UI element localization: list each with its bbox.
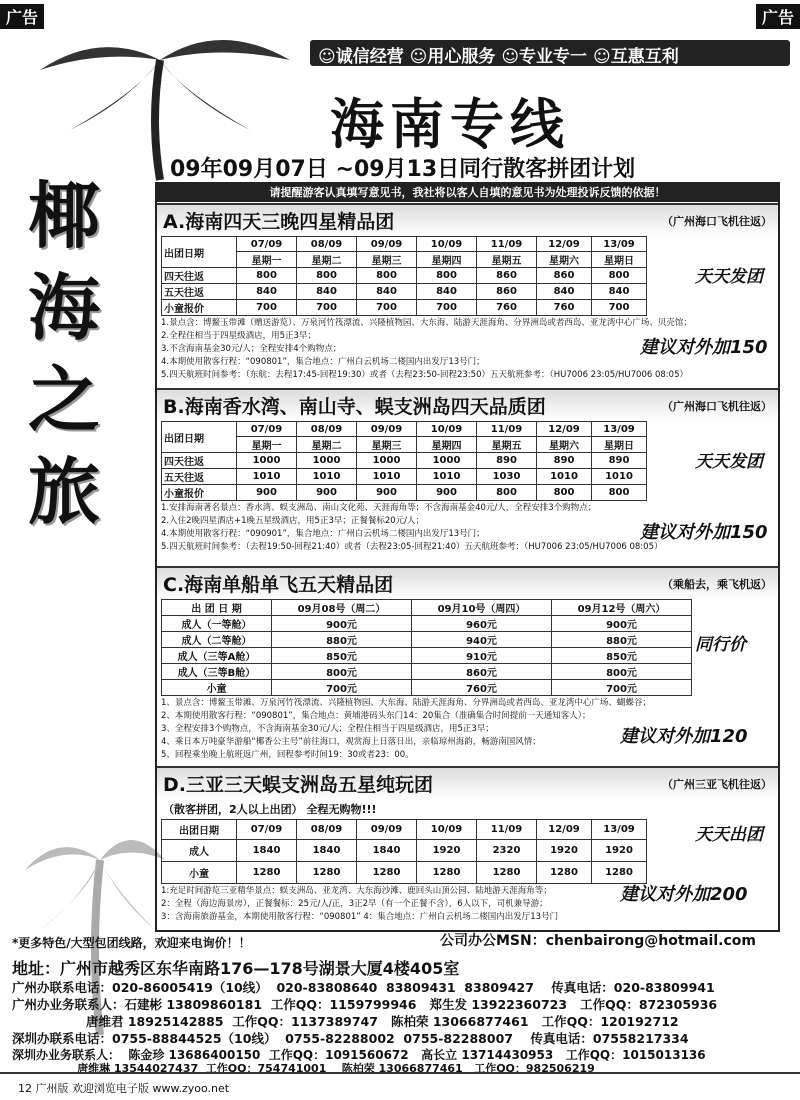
section-a-title: A.海南四天三晚四星精品团 (163, 211, 395, 233)
no-shopping-label: 全程无购物!!! (306, 803, 377, 816)
row-label: 四天往返 (162, 453, 237, 469)
table-row (162, 632, 692, 648)
price-cell: 840 (537, 284, 592, 300)
price-cell: 800元 (272, 664, 412, 680)
weekday-cell: 星期五 (477, 252, 537, 268)
price-cell: 940元 (412, 632, 552, 648)
table-row (162, 664, 692, 680)
header-cell: 出团日期 (162, 820, 237, 840)
price-cell: 900 (237, 485, 297, 501)
price-cell: 700 (237, 300, 297, 316)
table-header-row (162, 600, 692, 616)
note-line: 3：含海南旅游基金，本期使用散客行程：“090801” 4：集合地点：广州白云机场二楼国内出发厅13号门 (161, 912, 559, 922)
price-cell: 700元 (272, 680, 412, 696)
price-cell: 890 (537, 453, 592, 469)
note-line: 5.四天航班时间参考：（去程19:50-回程21:40）或者（去程23:05-回程21:40）五天航班参考：（HU7006 23:05/HU7006 08:05） (161, 542, 663, 552)
header-cell: 出团日期 (162, 422, 237, 453)
note-line: 2.全程住相当于四星级酒店，用5正3早； (161, 331, 316, 341)
headline: 海南专线 (330, 92, 570, 156)
note-line: 2.入住2晚四星酒店+1晚五星级酒店，用5正3早；正餐餐标20元/人； (161, 516, 425, 526)
price-cell: 1280 (477, 862, 537, 884)
date-range: 09年09月07日 ~09月13日同行散客拼团计划 (170, 157, 636, 182)
note-line: 3、全程安排3个购物点，不含海南基金30元/人；全程住相当于四星级酒店，用5正3早； (161, 724, 494, 734)
note-line: 4.本期使用散客行程：“090801”，集合地点：广州白云机场二楼国内出发厅13号门； (161, 357, 485, 367)
vertical-title (28, 170, 138, 538)
table-header-row (162, 237, 647, 252)
weekday-cell: 星期二 (297, 252, 357, 268)
price-cell: 860元 (412, 664, 552, 680)
table-row (162, 840, 647, 862)
smile-icon: ☺ (409, 47, 428, 66)
page-footer (0, 1072, 800, 1100)
header-cell: 09月12号（周六） (552, 600, 692, 616)
price-cell: 1010 (592, 469, 647, 485)
price-cell: 890 (592, 453, 647, 469)
section-b-stamp: 天天发团 (695, 452, 763, 472)
price-cell: 760元 (412, 680, 552, 696)
price-cell: 850元 (552, 648, 692, 664)
price-cell: 800 (477, 485, 537, 501)
header-cell: 出 团 日 期 (162, 600, 272, 616)
header-cell: 09月08号（周二） (272, 600, 412, 616)
table-row (162, 485, 647, 501)
row-label: 小童 (162, 862, 237, 884)
price-cell: 1840 (297, 840, 357, 862)
price-cell: 860 (537, 268, 592, 284)
price-cell: 1000 (297, 453, 357, 469)
table-row (162, 648, 692, 664)
note-line: 1、景点含：博鳌玉带滩、万泉河竹筏漂流、兴隆植物园、大东海、陆游天涯海角、分界洲岛或者西岛、亚龙湾中心广场、蝴蝶谷； (161, 698, 651, 708)
row-label: 四天往返 (162, 268, 237, 284)
price-cell: 1280 (357, 862, 417, 884)
msn-contact: 公司办公MSN：chenbairong@hotmail.com (440, 933, 756, 949)
note-line: 5.四天航班时间参考：（东航：去程17:45-回程19:30）或者（去程23:50-回程23:50）五天航班参考：（HU7006 23:05/HU7006 08:05） (161, 370, 688, 380)
note-line: 1.景点含：博鳌玉带滩（赠送游览）、万泉河竹筏漂流、兴隆植物园、大东海、陆游天涯海角、分界洲岛或者西岛、亚龙湾中心广场、贝壳馆； (161, 318, 692, 328)
weekday-cell: 星期三 (357, 437, 417, 453)
note-line: 4、乘日本万吨豪华游船“椰香公主号”前往海口，观赏海上日落日出，亲临琼州海韵，畅游南国风情； (161, 737, 541, 747)
note-line: 1.安排海南著名景点：香水湾、蜈支洲岛、南山文化苑、天涯海角等；不含海南基金40元/人，全程安排3个购物点； (161, 503, 597, 513)
table-row (162, 300, 647, 316)
note-line: 2、本期使用散客行程：“090801”，集合地点：黄埔港码头东门14：20集合（准确集合时间提前一天通知客人）； (161, 711, 591, 721)
section-d-table (161, 819, 647, 884)
row-label: 小童报价 (162, 300, 237, 316)
section-a-badge: 建议对外加150 (640, 337, 768, 358)
slogan-1: 诚信经营 (335, 47, 404, 66)
slogan-4: 互惠互利 (610, 47, 679, 66)
weekday-cell: 星期日 (592, 252, 647, 268)
header-cell: 12/09 (537, 237, 592, 252)
contact-line: 唐维君 18925142885 工作QQ：1137389747 陈柏荣 13066877461 工作QQ：120192712 (12, 1014, 679, 1029)
price-cell: 840 (237, 284, 297, 300)
price-cell: 800 (537, 485, 592, 501)
price-cell: 840 (297, 284, 357, 300)
row-label: 五天往返 (162, 469, 237, 485)
price-cell: 1010 (297, 469, 357, 485)
section-d-subtitle: （散客拼团，2人以上出团） (163, 803, 303, 816)
section-a-note: （广州海口飞机往返） (662, 214, 772, 228)
price-cell: 900元 (272, 616, 412, 632)
price-cell: 800 (592, 485, 647, 501)
section-b-badge: 建议对外加150 (640, 522, 768, 543)
price-cell: 910元 (412, 648, 552, 664)
header-cell: 08/09 (297, 237, 357, 252)
note-line: 4.本期使用散客行程：“090901”，集合地点：广州白云机场二楼国内出发厅13号门； (161, 529, 485, 539)
price-cell: 860 (477, 268, 537, 284)
vertical-char: 之 (28, 357, 101, 442)
price-cell: 1280 (537, 862, 592, 884)
price-cell: 900 (297, 485, 357, 501)
header-cell: 11/09 (477, 820, 537, 840)
table-row (162, 284, 647, 300)
row-label: 小童 (162, 680, 272, 696)
header-cell: 07/09 (237, 422, 297, 437)
note-line: 5、回程乘坐晚上航班返广州，回程参考时间19：30或者23：00。 (161, 750, 414, 760)
price-cell: 1840 (237, 840, 297, 862)
row-label: 成人（三等A舱） (162, 648, 272, 664)
weekday-cell: 星期三 (357, 252, 417, 268)
section-c-stamp: 同行价 (695, 635, 746, 655)
price-cell: 1920 (417, 840, 477, 862)
header-cell: 08/09 (297, 820, 357, 840)
ad-tag-left: 广告 (0, 4, 44, 29)
slogan-3: 专业专一 (519, 47, 588, 66)
row-label: 成人（二等舱） (162, 632, 272, 648)
note-line: 3.不含海南基金30元/人；全程安排4个购物点； (161, 344, 342, 354)
price-cell: 1000 (357, 453, 417, 469)
slogan-bar (310, 40, 790, 66)
price-cell: 1000 (237, 453, 297, 469)
weekday-cell: 星期日 (592, 437, 647, 453)
price-cell: 890 (477, 453, 537, 469)
vertical-char: 海 (28, 265, 101, 350)
note-line: 2：全程（海边海景房），正餐餐标：25元/人/正，3正2早（有一个正餐不含），6人以下，司机兼导游； (161, 899, 548, 909)
price-cell: 1000 (417, 453, 477, 469)
contact-line: 广州办联系电话：020-86005419（10线） 020-83808640 83809431 83809427 传真电话：020-83809941 (12, 980, 715, 995)
price-cell: 800元 (552, 664, 692, 680)
header-cell: 12/09 (537, 820, 592, 840)
section-c-title: C.海南单船单飞五天精品团 (163, 574, 394, 596)
weekday-cell: 星期四 (417, 437, 477, 453)
header-cell: 出团日期 (162, 237, 237, 268)
table-row (162, 268, 647, 284)
header-cell: 10/09 (417, 237, 477, 252)
header-cell: 08/09 (297, 422, 357, 437)
weekday-cell: 星期一 (237, 252, 297, 268)
price-cell: 1010 (357, 469, 417, 485)
price-cell: 840 (357, 284, 417, 300)
price-cell: 1030 (477, 469, 537, 485)
price-cell: 800 (417, 268, 477, 284)
header-cell: 12/09 (537, 422, 592, 437)
ad-tag-right: 广告 (756, 4, 800, 29)
section-a-table (161, 236, 647, 316)
price-cell: 700 (357, 300, 417, 316)
header-cell: 11/09 (477, 422, 537, 437)
price-cell: 700 (417, 300, 477, 316)
slogan-2: 用心服务 (427, 47, 496, 66)
price-cell: 960元 (412, 616, 552, 632)
weekday-cell: 星期五 (477, 437, 537, 453)
header-cell: 13/09 (592, 237, 647, 252)
section-d-title: D.三亚三天蜈支洲岛五星纯玩团 (163, 774, 433, 796)
price-cell: 1280 (237, 862, 297, 884)
header-cell: 09月10号（周四） (412, 600, 552, 616)
header-cell: 13/09 (592, 820, 647, 840)
header-cell: 07/09 (237, 237, 297, 252)
table-row (162, 453, 647, 469)
smile-icon: ☺ (501, 47, 520, 66)
address: 地址：广州市越秀区东华南路176—178号湖景大厦4楼405室 (12, 959, 460, 978)
notice-bar: 请提醒游客认真填写意见书，我社将以客人自填的意见书为处理投诉反馈的依据！ (157, 184, 778, 202)
section-d-stamp: 天天出团 (695, 825, 763, 845)
table-row (162, 616, 692, 632)
header-cell: 09/09 (357, 820, 417, 840)
section-b-note: （广州海口飞机往返） (662, 399, 772, 413)
price-cell: 1280 (297, 862, 357, 884)
price-cell: 700 (592, 300, 647, 316)
table-header-row (162, 422, 647, 437)
row-label: 小童报价 (162, 485, 237, 501)
table-row (162, 862, 647, 884)
price-cell: 760 (537, 300, 592, 316)
section-a-stamp: 天天发团 (695, 267, 763, 287)
price-cell: 1010 (417, 469, 477, 485)
edition-label: 广州版 (35, 1082, 69, 1095)
page-number: 12 (18, 1082, 32, 1095)
price-cell: 1280 (592, 862, 647, 884)
more-info: *更多特色/大型包团线路，欢迎来电询价！！ (12, 936, 251, 950)
table-row (162, 469, 647, 485)
contact-line: 广州办业务联系人：石建彬 13809860181 工作QQ：1159799946 郑生发 13922360723 工作QQ：872305936 (12, 997, 718, 1012)
section-b-table (161, 421, 647, 501)
footer-link[interactable]: 欢迎浏览电子版 www.zyoo.net (72, 1082, 230, 1095)
vertical-char: 旅 (28, 449, 101, 534)
section-c-table (161, 599, 692, 696)
price-cell: 1920 (537, 840, 592, 862)
header-cell: 13/09 (592, 422, 647, 437)
weekday-cell: 星期四 (417, 252, 477, 268)
row-label: 成人（一等舱） (162, 616, 272, 632)
smile-icon: ☺ (592, 47, 611, 66)
section-c-note: （乘船去，乘飞机返） (662, 577, 772, 591)
price-cell: 840 (592, 284, 647, 300)
price-cell: 860 (477, 284, 537, 300)
section-d-badge: 建议对外加200 (620, 884, 748, 905)
weekday-cell: 星期二 (297, 437, 357, 453)
price-cell: 760 (477, 300, 537, 316)
price-cell: 700 (297, 300, 357, 316)
vertical-char: 椰 (28, 173, 101, 258)
price-cell: 1010 (537, 469, 592, 485)
section-b-title: B.海南香水湾、南山寺、蜈支洲岛四天品质团 (163, 396, 546, 418)
price-cell: 900 (357, 485, 417, 501)
price-cell: 800 (237, 268, 297, 284)
price-cell: 700元 (552, 680, 692, 696)
header-cell: 10/09 (417, 422, 477, 437)
weekday-cell: 星期一 (237, 437, 297, 453)
header-cell: 09/09 (357, 422, 417, 437)
header-cell: 09/09 (357, 237, 417, 252)
header-cell: 11/09 (477, 237, 537, 252)
price-cell: 800 (297, 268, 357, 284)
price-cell: 1010 (237, 469, 297, 485)
price-cell: 1840 (357, 840, 417, 862)
price-cell: 900 (417, 485, 477, 501)
section-d-note: （广州三亚飞机往返） (662, 777, 772, 791)
table-header-row (162, 820, 647, 840)
contact-line: 深圳办联系电话：0755-88844525（10线） 0755-82288002 0755-82288007 传真电话：07558217334 (12, 1031, 689, 1046)
row-label: 成人（三等B舱） (162, 664, 272, 680)
price-cell: 900元 (552, 616, 692, 632)
contact-line: 深圳办业务联系人： 陈金珍 13686400150 工作QQ：1091560672 高长立 13714430953 工作QQ：1015013136 (12, 1048, 706, 1062)
weekday-cell: 星期六 (537, 437, 592, 453)
price-cell: 1920 (592, 840, 647, 862)
price-cell: 880元 (552, 632, 692, 648)
price-cell: 1280 (417, 862, 477, 884)
note-line: 1:充足时间游览三亚精华景点：蜈支洲岛、亚龙湾、大东海沙滩、鹿回头山顶公园、陆地游天涯海角等； (161, 886, 552, 896)
row-label: 成人 (162, 840, 237, 862)
section-c-badge: 建议对外加120 (620, 726, 748, 747)
contact-line: 唐维琳 13544027437 工作QQ：754741001 陈柏荣 13066877461 工作QQ：982506219 (12, 1062, 595, 1075)
header-cell: 10/09 (417, 820, 477, 840)
smile-icon: ☺ (318, 47, 336, 66)
price-cell: 880元 (272, 632, 412, 648)
price-cell: 2320 (477, 840, 537, 862)
row-label: 五天往返 (162, 284, 237, 300)
price-cell: 800 (592, 268, 647, 284)
price-cell: 850元 (272, 648, 412, 664)
header-cell: 07/09 (237, 820, 297, 840)
table-row (162, 680, 692, 696)
weekday-cell: 星期六 (537, 252, 592, 268)
price-cell: 800 (357, 268, 417, 284)
price-cell: 840 (417, 284, 477, 300)
